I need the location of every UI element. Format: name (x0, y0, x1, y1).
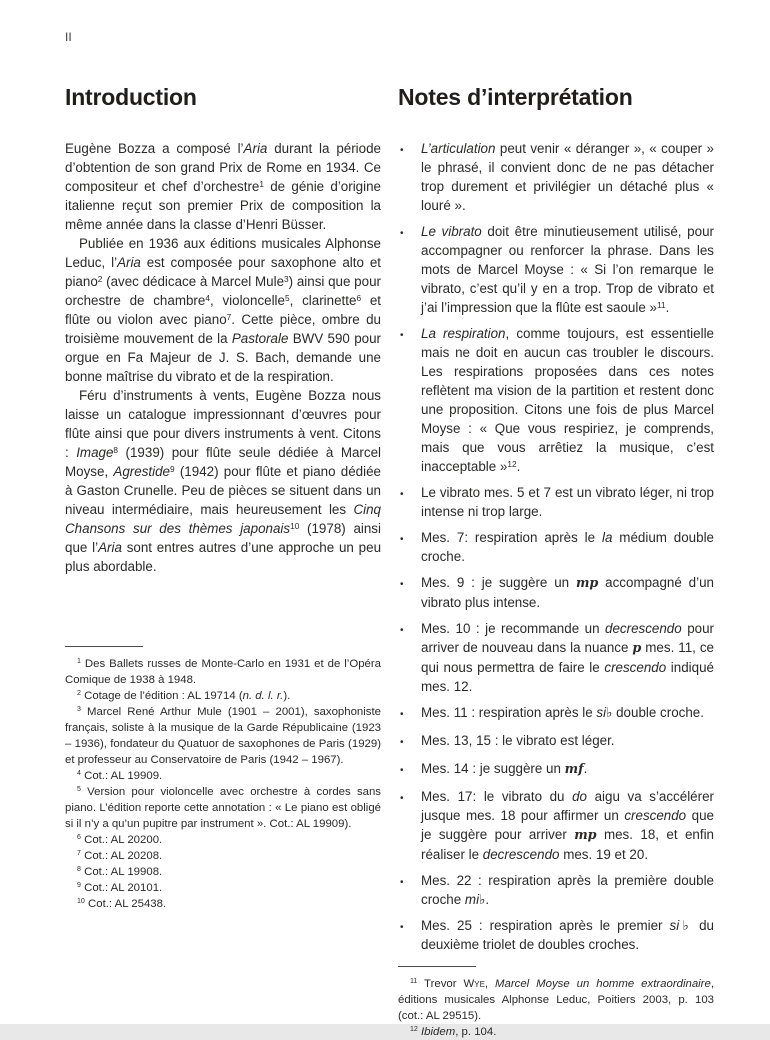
text-run: ). (283, 689, 291, 702)
bullet-text (421, 871, 714, 909)
left-footnotes-block (65, 646, 381, 912)
italic-text: Aria (117, 254, 141, 270)
footnote-ref: 8 (113, 444, 119, 455)
footnote-ref: 12 (410, 1026, 418, 1034)
text-run: , éditions musicales Alphonse Leduc, Poitiers 2003, p. 103 (cot.: AL 29515). (398, 977, 714, 1022)
text-run: Eugène Bozza a composé l’ (65, 140, 244, 156)
footnote (65, 896, 381, 912)
text-run: et flûte ou violon avec piano (65, 292, 381, 327)
italic-text: do (572, 788, 588, 804)
two-column-layout (65, 84, 714, 1040)
text-run: Cot.: AL 20208. (80, 849, 163, 862)
text-run: Le vibrato mes. 5 et 7 est un vibrato léger, ni trop intense ni trop large. (421, 484, 714, 519)
italic-text: Image (76, 444, 114, 460)
text-run: Mes. 11 : respiration après le (421, 704, 597, 720)
text-run: Trevor W (417, 977, 475, 990)
footnote-ref: 9 (77, 882, 81, 890)
text-run: , comme toujours, est essentielle mais ne doit en aucun cas troubler le discours. Les respirations proposées dans ces notes reflètent ma vision de la partition et restent donc une proposition. Citons une fois de plus Marcel Moyse : « Que vous respiriez, je comprends, mais que vous arrêtiez la musique, c’est inacceptable » (421, 325, 714, 474)
text-run: Des Ballets russes de Monte-Carlo en 1931 et de l’Opéra Comique de 1938 à 1948. (65, 657, 381, 686)
footnote-ref: 6 (356, 292, 362, 303)
footnote-ref: 9 (169, 463, 175, 474)
bullet-text (421, 483, 714, 521)
text-run: durant la période d’obtention de son grand Prix de Rome en 1934. Ce compositeur et chef d’orchestre (65, 140, 381, 194)
dynamic-marking: p (632, 640, 642, 656)
text-run: que je suggère pour arriver (421, 807, 715, 842)
footnote-ref: 8 (77, 866, 81, 874)
text-run: aigu va s’accélérer jusque mes. 18 pour affirmer un (421, 788, 714, 823)
text-run: pour arriver de nouveau dans la nuance (421, 620, 714, 655)
text-run: Mes. 7: respiration après le (421, 529, 602, 545)
footnote-ref: 10 (77, 898, 85, 906)
footnote (65, 880, 381, 896)
dynamic-marking: mp (574, 827, 597, 843)
introduction-paragraphs (65, 139, 381, 576)
footnote-ref: 4 (205, 292, 210, 303)
footnote-ref: 1 (77, 658, 81, 666)
bullet-icon: • (400, 736, 404, 748)
small-caps-text: ye (474, 977, 485, 990)
footnote (398, 1024, 714, 1040)
text-run: , (484, 977, 496, 990)
bullet-item (398, 619, 714, 696)
text-run: Cot.: AL 19909. (80, 769, 163, 782)
bullet-icon: • (400, 876, 404, 888)
italic-text: decrescendo (482, 846, 560, 862)
text-run: mes. 11, ce qui nous permettra de faire le (421, 639, 714, 675)
bullet-icon: • (400, 488, 404, 500)
footnote (65, 832, 381, 848)
bullet-item (398, 528, 714, 566)
bullet-icon: • (400, 792, 404, 804)
interpretation-notes-section (398, 84, 714, 1040)
italic-text: Ibidem (417, 1025, 456, 1038)
text-run: sont entres autres d’une approche un peu plus abordable. (65, 539, 382, 574)
text-run: ) ainsi que pour orchestre de chambre (65, 273, 381, 308)
bullet-icon: • (400, 921, 404, 933)
footnote-ref: 2 (97, 273, 103, 284)
bullet-item (398, 139, 714, 215)
text-run: Cot.: AL 25438. (84, 897, 167, 910)
text-run: . (516, 458, 521, 474)
bullet-icon: • (400, 227, 404, 239)
footnote (65, 784, 381, 832)
bullet-text (421, 139, 714, 215)
bullet-text (421, 573, 714, 612)
footnote-ref: 2 (77, 690, 81, 698)
text-run: ♭ du deuxième triolet de doubles croches. (421, 917, 714, 952)
text-run: Cot.: AL 20101. (80, 881, 163, 894)
bullet-icon: • (400, 708, 404, 720)
text-run: ♭. (479, 891, 490, 907)
footnote (398, 976, 714, 1024)
dynamic-marking: mp (575, 575, 599, 591)
bullet-icon: • (400, 144, 404, 156)
paragraph (65, 139, 381, 234)
text-run: , clarinette (289, 292, 357, 308)
bullet-text (421, 619, 714, 696)
bullet-text (421, 324, 714, 476)
page-number: II (65, 30, 72, 44)
bullet-item (398, 222, 714, 317)
left-footnotes-list (65, 656, 381, 912)
bullet-item (398, 573, 714, 612)
text-run: (1939) pour flûte seule dédiée à Marcel Moyse, (65, 444, 381, 479)
footnote-ref: 11 (410, 978, 418, 986)
dynamic-marking: mf (564, 761, 584, 777)
footnote (65, 688, 381, 704)
paragraph (65, 234, 381, 386)
text-run: BWV 590 pour orgue en Fa Majeur de J. S. Bach, demande une bonne maîtrise du vibrato et de la respiration. (65, 330, 381, 384)
text-run: Mes. 14 : je suggère un (421, 760, 565, 776)
text-run: doit être minutieusement utilisé, pour accompagner ou renforcer la phrase. Dans les mots de Marcel Moyse : « Si l’on remarque le vibrato, c’est qu’il y en a trop. Trop de vibrato et j’ai l’impression que la flûte est saoule » (421, 223, 714, 315)
text-run: médium double croche. (421, 529, 714, 564)
text-run: Mes. 17: le vibrato du (421, 788, 573, 804)
footnote-ref: 11 (656, 299, 666, 310)
bullet-item (398, 759, 714, 780)
footnote-ref: 5 (284, 292, 290, 303)
bullet-text (421, 222, 714, 317)
footnote-ref: 7 (77, 850, 81, 858)
bullet-icon: • (400, 624, 404, 636)
italic-text: La respiration (421, 325, 506, 341)
italic-text: crescendo (604, 659, 667, 675)
footnote (65, 848, 381, 864)
text-run: accompagné d’un vibrato plus intense. (421, 574, 714, 610)
bullet-item (398, 483, 714, 521)
bullet-item (398, 787, 714, 864)
italic-text: crescendo (624, 807, 687, 823)
bullet-item (398, 871, 714, 909)
footnote (65, 704, 381, 768)
italic-text: Marcel Moyse un homme extraordinaire (495, 977, 711, 990)
bullet-icon: • (400, 578, 404, 590)
italic-text: Aria (243, 140, 268, 156)
text-run: Cotage de l’édition : AL 19714 ( (80, 689, 243, 702)
italic-text: Cinq Chansons sur des thèmes japonais (65, 501, 381, 536)
text-run: de génie d’origine italienne reçut son premier Prix de composition la même année dans la classe d’Henri Büsser. (65, 178, 381, 232)
italic-text: Agrestide (113, 463, 170, 479)
footnote-ref: 3 (77, 706, 81, 714)
text-run: mes. 18, et enfin réaliser le (421, 826, 715, 862)
paragraph (65, 386, 381, 576)
text-run: Mes. 10 : je recommande un (421, 620, 606, 636)
text-run: (1978) ainsi que l’ (65, 520, 381, 555)
footnote-ref: 5 (77, 786, 81, 794)
italic-text: mi (464, 891, 480, 907)
footnote-ref: 1 (259, 178, 264, 189)
italic-text: L’articulation (421, 140, 496, 156)
italic-text: Aria (98, 539, 122, 555)
bullet-item (398, 703, 714, 724)
text-run: peut venir « déranger », « couper » le phrasé, il convient donc de ne pas détacher trop durement et privilégier un détaché plus « louré ». (421, 140, 714, 213)
footnote-separator (398, 966, 476, 967)
bullet-item (398, 324, 714, 476)
footnote-ref: 12 (507, 458, 517, 469)
interpretation-bullet-list (398, 139, 714, 954)
bullet-text (421, 787, 714, 864)
text-run: Cot.: AL 20200. (80, 833, 163, 846)
text-run: Mes. 9 : je suggère un (421, 574, 576, 590)
italic-text: n. d. l. r. (242, 689, 284, 702)
text-run: (1942) pour flûte et piano dédiée à Gaston Crunelle. Peu de pièces se situent dans un niveau intermédiaire, mais heureusement les (65, 463, 381, 517)
introduction-heading: Introduction (65, 84, 197, 110)
footnote-ref: 4 (77, 770, 81, 778)
text-run: Cot.: AL 19908. (80, 865, 163, 878)
footnote (65, 656, 381, 688)
italic-text: la (601, 529, 613, 545)
text-run: . Cette pièce, ombre du troisième mouvement de la (65, 311, 381, 346)
text-run: , p. 104. (455, 1025, 497, 1038)
text-run: est composée pour saxophone alto et piano (65, 254, 382, 289)
text-run: Mes. 25 : respiration après le premier (421, 917, 670, 933)
interpretation-notes-heading: Notes d’interprétation (398, 84, 633, 110)
text-run: ♭ double croche. (606, 704, 704, 720)
italic-text: si (596, 704, 607, 720)
text-run: indiqué mes. 12. (421, 659, 714, 694)
footnote-ref: 3 (284, 273, 289, 284)
bullet-text (421, 916, 714, 954)
bullet-icon: • (400, 764, 404, 776)
introduction-section (65, 84, 381, 1040)
right-footnotes-block (398, 966, 714, 1040)
text-run: . (583, 760, 588, 776)
text-run: Version pour violoncelle avec orchestre à cordes sans piano. L’édition reporte cette annotation : « Le piano est obligé si il n’y a qu’un pupitre par instrument ». Cot.: AL 19909). (65, 785, 381, 830)
text-run: Publiée en 1936 aux éditions musicales Alphonse Leduc, l’ (65, 235, 381, 270)
footnote (65, 864, 381, 880)
italic-text: decrescendo (605, 620, 682, 636)
footnote-ref: 10 (290, 520, 300, 531)
footnote-separator (65, 646, 143, 647)
bullet-text (421, 703, 714, 724)
footnote-ref: 6 (77, 834, 81, 842)
text-run: . (665, 299, 670, 315)
text-run: , violoncelle (209, 292, 285, 308)
bullet-text (421, 528, 714, 566)
bullet-text (421, 731, 714, 752)
italic-text: si (669, 917, 680, 933)
text-run: Mes. 22 : respiration après la première double croche (421, 872, 714, 907)
footnote (65, 768, 381, 784)
bullet-item (398, 731, 714, 752)
footnote-ref: 7 (226, 311, 232, 322)
text-run: (avec dédicace à Marcel Mule (102, 273, 285, 289)
italic-text: Le vibrato (421, 223, 482, 239)
text-run: Mes. 13, 15 : le vibrato est léger. (421, 732, 615, 748)
bullet-icon: • (400, 329, 404, 341)
text-run: Féru d’instruments à vents, Eugène Bozza nous laisse un catalogue impressionnant d’œuvres pour flûte ainsi que pour divers instruments à vent. Citons : (65, 387, 381, 460)
italic-text: Pastorale (231, 330, 289, 346)
right-footnotes-list (398, 976, 714, 1040)
bullet-icon: • (400, 533, 404, 545)
bullet-item (398, 916, 714, 954)
text-run: Marcel René Arthur Mule (1901 – 2001), saxophoniste français, soliste à la musique de la Garde Républicaine (1923 – 1936), fondateur du Quatuor de saxophones de Paris (1929) et professeur au Conservatoire de Paris (1942 – 1967). (65, 705, 381, 766)
text-run: mes. 19 et 20. (559, 846, 649, 862)
bullet-text (421, 759, 714, 780)
